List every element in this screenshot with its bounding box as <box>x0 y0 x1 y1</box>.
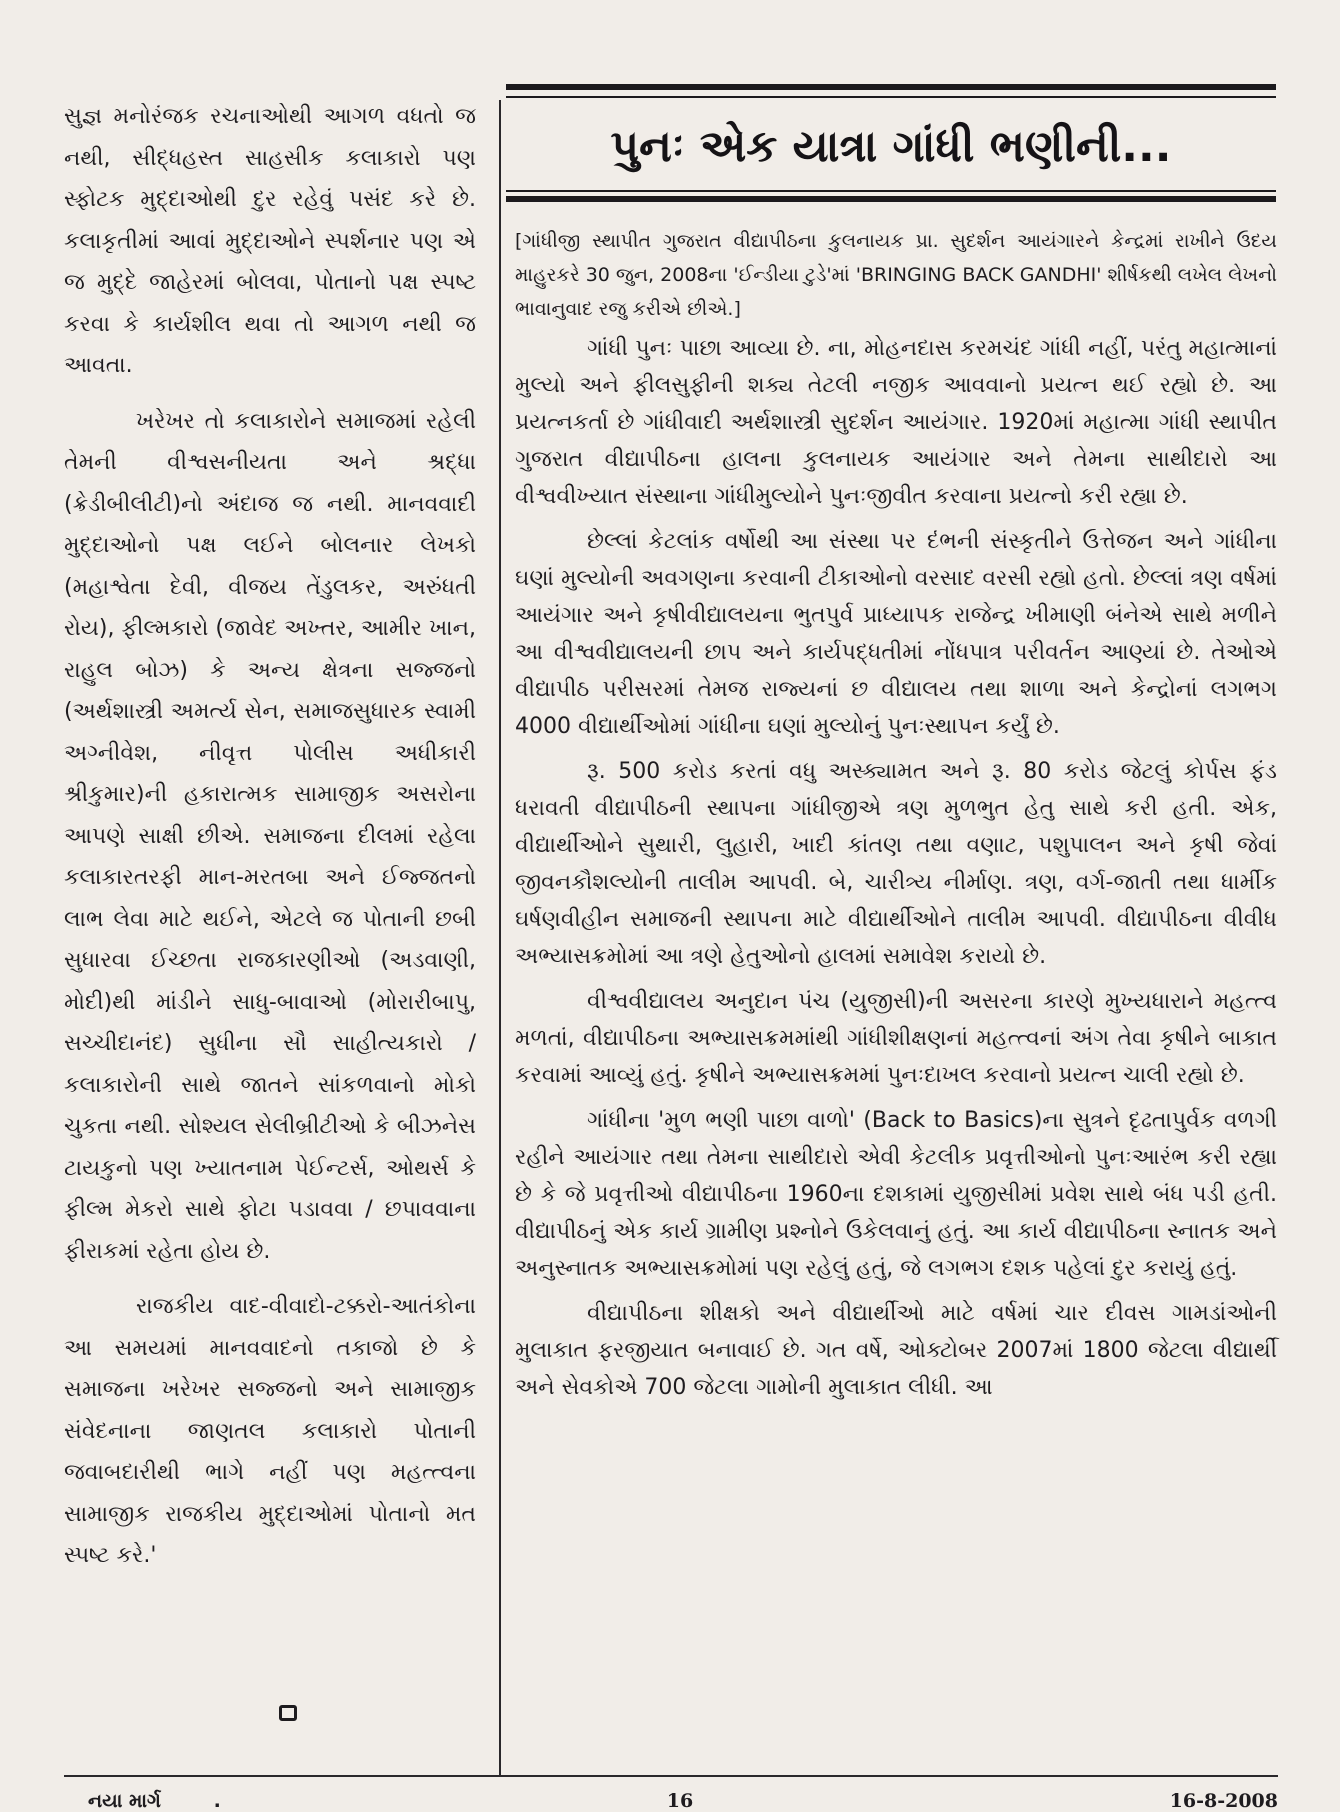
publication-name: નયા માર્ગ <box>88 1790 161 1812</box>
article-paragraph-3: રૂ. 500 કરોડ કરતાં વધુ અસ્ક્યામત અને રૂ. 80 કરોડ જેટલું કોર્પસ ફંડ ધરાવતી વીદ્યાપીઠની સ્થાપના ગાંધીજીએ ત્રણ મુળભુત હેતુ સાથે કરી હતી. એક, વીદ્યાર્થીઓને સુથારી, લુહારી, ખાદી કાંતણ તથા વણાટ, પશુપાલન અને કૃષી જેવાં જીવનકૌશલ્યોની તાલીમ આપવી. બે, ચારીત્ર્ય નીર્માણ. ત્રણ, વર્ગ-જાતી તથા ધાર્મીક ઘર્ષણવીહીન સમાજની સ્થાપના માટે વીદ્યાર્થીઓને તાલીમ આપવી. વીદ્યાપીઠના વીવીધ અભ્યાસક્રમોમાં આ ત્રણે હેતુઓનો હાલમાં સમાવેશ કરાયો છે. <box>515 759 1277 969</box>
article-body <box>515 224 1277 1414</box>
article-end-box-icon <box>279 1705 297 1721</box>
article-title: પુનઃ એક યાત્રા ગાંધી ભણીની... <box>610 121 1172 172</box>
column-divider <box>499 100 501 1775</box>
article-paragraph-1: ગાંધી પુનઃ પાછા આવ્યા છે. ના, મોહનદાસ કરમચંદ ગાંધી નહીં, પરંતુ મહાત્માનાં મુલ્યો અને ફીલસુફીની શક્ય તેટલી નજીક આવવાનો પ્રયત્ન થઈ રહ્યો છે. આ પ્રયત્નકર્તા છે ગાંધીવાદી અર્થશાસ્ત્રી સુદર્શન આયંગાર. 1920માં મહાત્મા ગાંધી સ્થાપીત ગુજરાત વીદ્યાપીઠના હાલના કુલનાયક આયંગાર અને તેમના સાથીદારો આ વીશ્વવીખ્યાત સંસ્થાના ગાંધીમુલ્યોને પુનઃજીવીત કરવાના પ્રયત્નો કરી રહ્યા છે. <box>515 336 1277 509</box>
left-paragraph-1: સુજ્ઞ મનોરંજક રચનાઓથી આગળ વધતો જ નથી, સીદ્ધહસ્ત સાહસીક કલાકારો પણ સ્ફોટક મુદ્દાઓથી દુર રહેવું પસંદ કરે છે. કલાકૃતીમાં આવાં મુદ્દાઓને સ્પર્શનાર પણ એ જ મુદ્દે જાહેરમાં બોલવા, પોતાનો પક્ષ સ્પષ્ટ કરવા કે કાર્યશીલ થવા તો આગળ નથી જ આવતા. <box>64 104 476 378</box>
article-paragraph-2: છેલ્લાં કેટલાંક વર્ષોથી આ સંસ્થા પર દંભની સંસ્કૃતીને ઉત્તેજન અને ગાંધીના ઘણાં મુલ્યોની અવગણના કરવાની ટીકાઓનો વરસાદ વરસી રહ્યો હતો. છેલ્લાં ત્રણ વર્ષમાં આયંગાર અને કૃષીવીદ્યાલયના ભુતપુર્વ પ્રાધ્યાપક રાજેન્દ્ર ખીમાણી બંનેએ સાથે મળીને આ વીશ્વવીદ્યાલયની છાપ અને કાર્યપદ્ધતીમાં નોંધપાત્ર પરીવર્તન આણ્યાં છે. તેઓએ વીદ્યાપીઠ પરીસરમાં તેમજ રાજ્યનાં છ વીદ્યાલય તથા શાળા અને કેન્દ્રોનાં લગભગ 4000 વીદ્યાર્થીઓમાં ગાંધીના ઘણાં મુલ્યોનું પુનઃસ્થાપન કર્યું છે. <box>515 529 1277 739</box>
article-paragraph-4: વીશ્વવીદ્યાલય અનુદાન પંચ (યુજીસી)ની અસરના કારણે મુખ્યધારાને મહત્ત્વ મળતાં, વીદ્યાપીઠના અભ્યાસક્રમમાંથી ગાંધીશીક્ષણનાં મહત્ત્વનાં અંગ તેવા કૃષીને બાકાત કરવામાં આવ્યું હતું. કૃષીને અભ્યાસક્રમમાં પુનઃદાખલ કરવાનો પ્રયત્ન ચાલી રહ્યો છે. <box>515 989 1277 1088</box>
page-number: 16 <box>666 1790 694 1812</box>
footer-publication <box>88 1790 221 1812</box>
article-paragraph-5: ગાંધીના 'મુળ ભણી પાછા વાળો' (Back to Basics)ના સુત્રને દૃઢતાપુર્વક વળગી રહીને આયંગાર તથા તેમના સાથીદારો એવી કેટલીક પ્રવૃત્તીઓનો પુનઃઆરંભ કરી રહ્યા છે કે જે પ્રવૃત્તીઓ વીદ્યાપીઠના 1960ના દશકામાં યુજીસીમાં પ્રવેશ સાથે બંધ પડી હતી. વીદ્યાપીઠનું એક કાર્ય ગ્રામીણ પ્રશ્નોને ઉકેલવાનું હતું. આ કાર્ય વીદ્યાપીઠના સ્નાતક અને અનુસ્નાતક અભ્યાસક્રમોમાં પણ રહેલું હતું, જે લગભગ દશક પહેલાં દુર કરાયું હતું. <box>515 1108 1277 1281</box>
left-paragraph-2: ખરેખર તો કલાકારોને સમાજમાં રહેલી તેમની વીશ્વસનીયતા અને શ્રદ્ધા (ક્રેડીબીલીટી)નો અંદાજ જ નથી. માનવવાદી મુદ્દાઓનો પક્ષ લઈને બોલનાર લેખકો (મહાશ્વેતા દેવી, વીજય તેંડુલકર, અરુંધતી રોય), ફીલ્મકારો (જાવેદ અખ્તર, આમીર ખાન, રાહુલ બોઝ) કે અન્ય ક્ષેત્રના સજ્જનો (અર્થશાસ્ત્રી અમર્ત્ય સેન, સમાજસુધારક સ્વામી અગ્નીવેશ, નીવૃત્ત પોલીસ અધીકારી શ્રીકુમાર)ની હકારાત્મક સામાજીક અસરોના આપણે સાક્ષી છીએ. સમાજના દીલમાં રહેલા કલાકારતરફી માન-મરતબા અને ઈજ્જતનો લાભ લેવા માટે થઈને, એટલે જ પોતાની છબી સુધારવા ઈચ્છતા રાજકારણીઓ (અડવાણી, મોદી)થી માંડીને સાધુ-બાવાઓ (મોરારીબાપુ, સચ્ચીદાનંદ) સુધીના સૌ સાહીત્યકારો / કલાકારોની સાથે જાતને સાંકળવાનો મોકો ચુકતા નથી. સોશ્યલ સેલીબ્રીટીઓ કે બીઝનેસ ટાયકુનો પણ ખ્યાતનામ પેઈન્ટર્સ, ઓથર્સ કે ફીલ્મ મેકરો સાથે ફોટા પડાવવા / છપાવવાના ફીરાકમાં રહેતા હોય છે. <box>64 408 476 1264</box>
left-column <box>64 96 476 1591</box>
article-paragraph-6: વીદ્યાપીઠના શીક્ષકો અને વીદ્યાર્થીઓ માટે વર્ષમાં ચાર દીવસ ગામડાંઓની મુલાકાત ફરજીયાત બનાવાઈ છે. ગત વર્ષે, ઓક્ટોબર 2007માં 1800 જેટલા વીદ્યાર્થી અને સેવકોએ 700 જેટલા ગામોની મુલાકાત લીધી. આ <box>515 1301 1277 1400</box>
title-top-thin-rule <box>506 96 1276 98</box>
article-intro-note: [ગાંધીજી સ્થાપીત ગુજરાત વીદ્યાપીઠના કુલનાયક પ્રા. સુદર્શન આયંગારને કેન્દ્રમાં રાખીને ઉદય માહુરકરે 30 જુન, 2008ના 'ઈન્ડીયા ટુડે'માં 'BRINGING BACK GANDHI' શીર્ષકથી લખેલ લેખનો ભાવાનુવાદ રજુ કરીએ છીએ.] <box>515 230 1277 320</box>
footer-separator: . <box>213 1790 221 1812</box>
title-top-thick-rule <box>506 84 1276 90</box>
left-paragraph-3: રાજકીય વાદ-વીવાદો-ટક્કરો-આતંકોના આ સમયમાં માનવવાદનો તકાજો છે કે સમાજના ખરેખર સજ્જનો અને સામાજીક સંવેદનાના જાણતલ કલાકારો પોતાની જવાબદારીથી ભાગે નહીં પણ મહત્ત્વના સામાજીક રાજકીય મુદ્દાઓમાં પોતાનો મત સ્પષ્ટ કરે.' <box>64 1294 476 1568</box>
title-bottom-thin-rule <box>506 190 1276 192</box>
footer-rule <box>64 1775 1278 1777</box>
issue-date: 16-8-2008 <box>1169 1790 1278 1812</box>
title-bottom-thick-rule <box>506 196 1276 202</box>
